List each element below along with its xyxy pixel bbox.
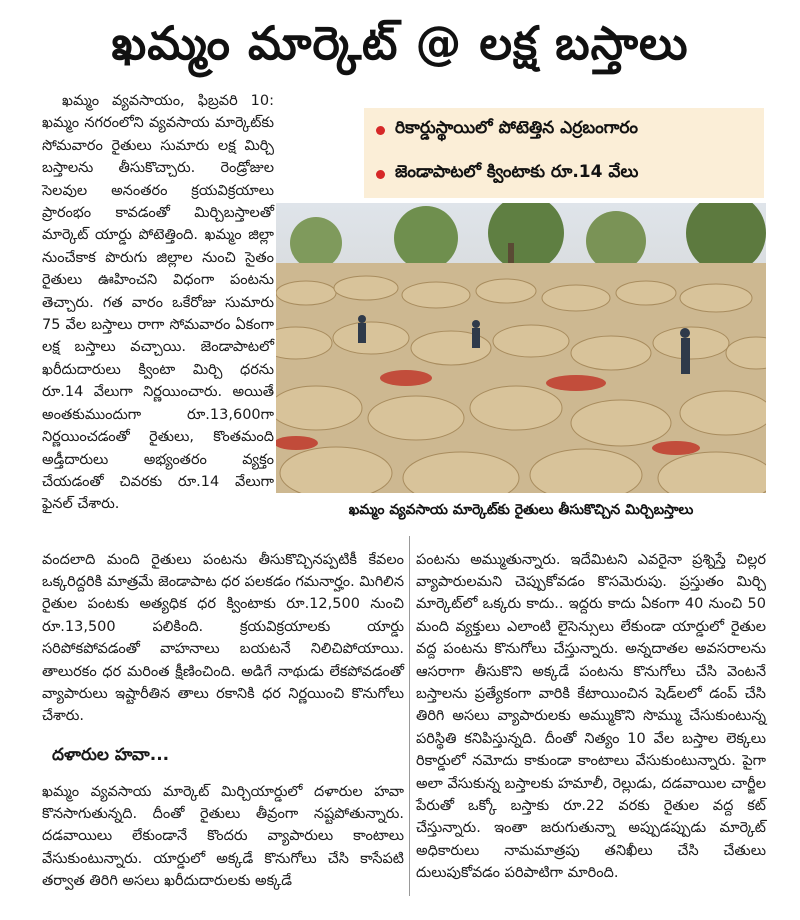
highlight-item (364, 152, 764, 196)
bullet-icon (376, 170, 385, 179)
column-divider (409, 536, 410, 896)
article-column-middle (42, 534, 404, 907)
article-paragraph: వందలాది మంది రైతులు పంటను తీసుకొచ్చినప్పటికీ కేవలం ఒక్కరిద్దరికి మాత్రమే జెండాపాట ధర పలకడం గమనార్హం. మిగిలిన రైతుల పంటకు అత్యధిక ధర క్వింటాకు రూ.12,500 నుంచి రూ.13,500 పలికింది. క్రయవిక్రయాలకు యార్డు సరిపోకపోవడంతో వాహనాలు బయటనే నిలిచిపోయాయి. తాలురకం ధర మరింత క్షీణించింది. అడిగే నాథుడు లేకపోవడంతో వ్యాపారులు ఇష్టారీతిన తాలు రకానికి ధర నిర్ణయించి కొనుగోలు చేశారు. (42, 551, 404, 725)
article-paragraph: పంటను అమ్ముతున్నారు. ఇదేమిటని ఎవరైనా ప్రశ్నిస్తే చిల్లర వ్యాపారులమని చెప్పుకోవడం కొసమెరుపు. ప్రస్తుతం మిర్చి మార్కెట్‌లో ఒక్కరు కాదు.. ఇద్దరు కాదు ఏకంగా 40 నుంచి 50 మంది వ్యక్తులు ఎలాంటి లైసెన్సులు లేకుండా యార్డులో రైతుల వద్ద పంటను కొనుగోలు చేస్తున్నారు. అన్నదాతల అవసరాలను ఆసరాగా తీసుకొని అక్కడే పంటను కొనుగోలు చేసి వెంటనే బస్తాలను ప్రత్యేకంగా వారికి కేటాయించిన షెడ్‌లలో డంప్ చేసి తిరిగి అసలు వ్యాపారులకు అమ్ముకొని సొమ్ము చేసుకుంటున్న పరిస్థితి కనిపిస్తున్నది. దీంతో నిత్యం 10 వేల బస్తాల లెక్కలు రికార్డులో నమోదు కాకుండా కాంటాలు వేసుకుంటున్నారు. పైగా అలా వేసుకున్న బస్తాలకు హమాలీ, రెల్లుడు, దడవాయిల చార్జీల పేరుతో ఒక్కో బస్తాకు రూ.22 వరకు రైతుల వద్ద కట్ చేస్తున్నారు. ఇంతా జరుగుతున్నా అప్పుడప్పుడు మార్కెట్ అధికారులు నామమాత్రపు తనిఖీలు చేసి చేతులు దులుపుకోవడం పరిపాటిగా మారింది. (416, 551, 766, 882)
section-subhead: దళారుల హవా... (52, 744, 170, 765)
photo-caption: ఖమ్మం వ్యవసాయ మార్కెట్‌కు రైతులు తీసుకొచ్చిన మిర్చిబస్తాలు (348, 502, 694, 518)
article-paragraph: ఖమ్మం వ్యవసాయ మార్కెట్ మిర్చియార్డులో దళారుల హవా కొనసాగుతున్నది. దీంతో రైతులు తీవ్రంగా నష్టపోతున్నారు. దడవాయిలు లేకుండానే కొందరు వ్యాపారులు కాంటాలు వేసుకుంటున్నారు. యార్డులో అక్కడే కొనుగోలు చేసి కాసేపటి తర్వాత తిరిగి అసలు ఖరీదుదారులకు అక్కడే (42, 783, 404, 890)
highlight-item (364, 108, 764, 152)
headline: ఖమ్మం మార్కెట్ @ లక్ష బస్తాలు (111, 16, 689, 70)
market-photo (276, 203, 766, 493)
bullet-icon (376, 126, 385, 135)
article-paragraph: ఖమ్మం వ్యవసాయం, ఫిబ్రవరి 10: ఖమ్మం నగరంలోని వ్యవసాయ మార్కెట్‌కు సోమవారం రైతులు సుమారు లక్ష మిర్చి బస్తాలను తీసుకొచ్చారు. రెండ్రోజుల సెలవుల అనంతరం క్రయవిక్రయాలు ప్రారంభం కావడంతో మిర్చిబస్తాలతో మార్కెట్ యార్డు పోటెత్తింది. ఖమ్మం జిల్లా నుంచేకాక పొరుగు జిల్లాల నుంచి సైతం రైతులు ఊహించని విధంగా పంటను తెచ్చారు. గత వారం ఒకేరోజు సుమారు 75 వేల బస్తాలు రాగా సోమవారం ఏకంగా లక్ష బస్తాలు వచ్చాయి. జెండాపాటలో ఖరీదుదారులు క్వింటా మిర్చి ధరను రూ.14 వేలుగా నిర్ణయించారు. అయితే అంతకుముందుగా రూ.13,600గా నిర్ణయించడంతో రైతులు, కొంతమంది అడ్తీదారులు అభ్యంతరం వ్యక్తం చేయడంతో చివరకు రూ.14 వేలుగా ఫైనల్ చేశారు. (42, 93, 274, 513)
article-column-left (42, 90, 274, 516)
highlights-box (364, 108, 764, 198)
highlight-text: రికార్డుస్థాయిలో పోటెత్తిన ఎర్రబంగారం (395, 118, 639, 138)
highlight-text: జెండాపాటలో క్వింటాకు రూ.14 వేలు (395, 162, 639, 182)
article-column-right (416, 534, 766, 899)
